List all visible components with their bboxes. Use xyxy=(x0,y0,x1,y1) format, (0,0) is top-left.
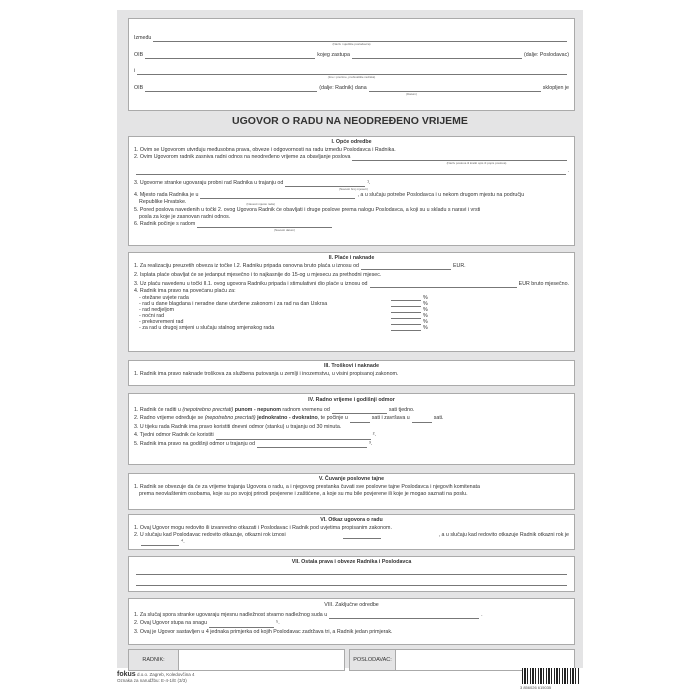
option: jednokratno - dvokratno xyxy=(257,415,318,421)
effective-date-field[interactable] xyxy=(209,622,274,628)
representative-field[interactable] xyxy=(352,53,522,59)
document-title: UGOVOR O RADU NA NEODREĐENO VRIJEME xyxy=(232,115,468,127)
label: RADNIK: xyxy=(129,650,179,670)
percent-sign: % xyxy=(423,301,428,307)
clause: 3. U tijeku rada Radnik ima pravo koristiti dnevni odmor (stanku) u trajanju od 30 minuta. xyxy=(134,423,342,430)
section-5 xyxy=(128,473,575,510)
clause: , te počinje u xyxy=(317,415,348,421)
footnote: ². xyxy=(372,432,376,438)
section-1: I. Opće odredbe 1. Ovim se Ugovorom utvrđuju međusobna prava, obveze i odgovornosti na radu između Poslodavca i Radnika. 2. Ovim Ugovorom radnik zasniva radni odnos na neodređeno vrijeme za obavljanje poslova (Naziv poslova ili kratki opis ili popis poslova) . 3. Ugovorne stranke ugovaraju probni rad Radnika u trajanju od ¹. (Navesti broj mjeseci) 4. Mjesto rada Radnika je u , a u slučaju potrebe Poslodavca i u nekom drugom mjestu na području Republike Hrvatske. (Navesti mjesto rada) 5. Pored poslova navedenih u točki 2. ovog Ugovora Radnik će obavljati i druge poslove prema nalogu Poslodavca, a koji su u skladu s naravi i vrsti posla za koje je zasnovan radni odnos. 6. Radnik počinje s radom (Navesti datum) xyxy=(128,136,575,246)
clause: 3. Ovaj je Ugovor sastavljen u 4 jednaka primjerka od kojih Poslodavac zadržava tri, a Radnik jedan primjerak. xyxy=(134,628,393,635)
footnote: ¹. xyxy=(367,180,371,186)
employee-notice-field[interactable] xyxy=(141,540,179,546)
clause: 2. Ovim Ugovorom radnik zasniva radni odnos na neodređeno vrijeme za obavljanje poslova xyxy=(134,154,351,160)
start-hour-field[interactable] xyxy=(350,417,370,423)
item-label: - otežane uvjete rada xyxy=(139,295,189,301)
clause: 4. Mjesto rada Radnika je u xyxy=(134,192,199,198)
clause: radnom vremenu od xyxy=(282,406,330,413)
section-3 xyxy=(128,360,575,386)
clause: prema neovlaštenim osobama, koje su po svojoj prirodi povjerene i zaštićene, a koje su mu bile povjerene ili koje je mogao saznati na poslu. xyxy=(139,491,468,497)
clause: 2. U slučaju kad Poslodavac redovito otkazuje, otkazni rok iznosi xyxy=(134,532,286,538)
item-label: - prekovremeni rad xyxy=(139,319,184,325)
clause: posla za koje je zasnovan radni odnos. xyxy=(139,214,231,220)
employee-oib-field[interactable] xyxy=(145,86,317,92)
clause: 4. Radnik ima pravo na povećanu plaću za: xyxy=(134,288,236,294)
label: OIB xyxy=(134,52,144,58)
label: POSLODAVAC: xyxy=(350,650,396,670)
label: EUR. xyxy=(452,263,466,269)
percent-sign: % xyxy=(423,319,428,325)
footer xyxy=(117,672,194,684)
clause: 5. Radnik ima pravo na godišnji odmor u trajanju od xyxy=(134,440,256,447)
barcode-number: 3 856026 615035 xyxy=(520,685,552,690)
clause: 3. Ugovorne stranke ugovaraju probni rad Radnika u trajanju od xyxy=(134,180,284,186)
note: (nepotrebno precrtati) xyxy=(204,415,256,421)
caption: (Naziv poslova ili kratki opis ili popis poslova) xyxy=(446,161,507,165)
percent-sign: % xyxy=(423,313,428,319)
clause: 1. Radnik će raditi u xyxy=(134,406,181,413)
clause: 1. Ovaj Ugovor mogu redovito ili izvanredno otkazati i Poslodavac i Radnik pod uvjetima propisanim zakonom. xyxy=(134,525,392,531)
footnote: ⁵. xyxy=(276,620,280,626)
date-field[interactable] xyxy=(369,86,541,92)
court-field[interactable] xyxy=(329,613,479,619)
option: punom - nepunom xyxy=(234,406,281,413)
section-heading: III. Troškovi i naknade xyxy=(323,363,380,369)
clause: 2. Ovaj Ugovor stupa na snagu xyxy=(134,620,208,626)
job-field-2[interactable] xyxy=(136,169,566,175)
other-rights-line-2[interactable] xyxy=(136,580,567,586)
clause: 2. Radno vrijeme određuje se xyxy=(134,415,204,421)
employer-signature-field[interactable] xyxy=(396,650,574,670)
employer-notice-field[interactable] xyxy=(343,533,381,539)
caption: (Navesti broj mjeseci) xyxy=(339,187,368,191)
brand-logo: fokus xyxy=(117,671,136,678)
section-8: VIII. Zaključne odredbe 1. Za slučaj spora stranke ugovaraju mjesnu nadležnost stvarno nadležnog suda u . 2. Ovaj Ugovor stupa na snagu ⁵. 3. Ovaj je Ugovor sastavljen u 4 jednaka primjerka od kojih Poslodavac zadržava tri, a Radnik jedan primjerak. xyxy=(128,598,575,645)
clause: , a u slučaju potrebe Poslodavca i u nekom drugom mjestu na području xyxy=(357,192,525,198)
section-heading: V. Čuvanje poslovne tajne xyxy=(318,476,385,482)
bonus-field[interactable] xyxy=(370,282,517,288)
clause: , a u slučaju kad redovito otkazuje Radnik otkazni rok je xyxy=(438,532,569,538)
clause: 6. Radnik počinje s radom xyxy=(134,221,196,227)
caption: (Naziv i sjedište poslodavca) xyxy=(332,42,371,46)
section-heading: IV. Radno vrijeme i godišnji odmor xyxy=(308,397,395,403)
label: (dalje: Poslodavac) xyxy=(523,52,570,58)
form-page xyxy=(117,10,583,668)
footnote: ³. xyxy=(369,440,373,447)
barcode xyxy=(522,668,580,684)
clause: 1. Ovim se Ugovorom utvrđuju međusobna prava, obveze i odgovornosti na radu između Poslodavca i Radnika. xyxy=(134,147,396,153)
section-2 xyxy=(128,252,575,352)
employee-signature xyxy=(128,649,345,671)
item-label: - rad u dane blagdana i neradne dane utvrđene zakonom i za rad na dan Uskrsa xyxy=(139,301,328,307)
start-date-field[interactable] xyxy=(197,222,332,228)
clause: 5. Pored poslova navedenih u točki 2. ovog Ugovora Radnik će obavljati i druge poslove prema nalogu Poslodavca, a koji su u skladu s naravi i vrsti xyxy=(134,207,481,213)
section-6 xyxy=(128,514,575,550)
label: OIB xyxy=(134,85,144,91)
percent-sign: % xyxy=(423,295,428,301)
clause: 2. Isplata plaće obavljat će se jedanput mjesečno i to najkasnije do 15-og u mjesecu za prethodni mjesec. xyxy=(134,272,382,278)
percent-sign: % xyxy=(423,325,428,331)
percent-field[interactable] xyxy=(391,325,421,331)
workplace-field[interactable] xyxy=(200,193,355,199)
clause: 1. Za slučaj spora stranke ugovaraju mjesnu nadležnost stvarno nadležnog suda u xyxy=(134,611,328,618)
label: sklopljen je xyxy=(542,85,569,91)
caption: (Navesti mjesto rada) xyxy=(246,202,275,206)
label: EUR bruto mjesečno. xyxy=(518,281,569,287)
label: sati. xyxy=(433,415,444,421)
section-7 xyxy=(128,556,575,592)
caption: (Navesti datum) xyxy=(274,228,296,232)
label: kojeg zastupa xyxy=(317,52,350,58)
clause: Republike Hrvatske. xyxy=(139,199,187,205)
end-hour-field[interactable] xyxy=(412,417,432,423)
item-label: - za rad u drugoj smjeni u slučaju stalnog smjenskog rada xyxy=(139,325,275,331)
section-4 xyxy=(128,393,575,465)
salary-field[interactable] xyxy=(361,264,451,270)
annual-leave-field[interactable] xyxy=(257,442,367,448)
clause: 1. Radnik se obvezuje da će za vrijeme trajanja Ugovora o radu, a i njegovog prestanka čuvati sve poslovne tajne Poslodavca i njegovih komitenata xyxy=(134,484,480,490)
clause: 4. Tjedni odmor Radnik će koristiti xyxy=(134,432,214,438)
percent-sign: % xyxy=(423,307,428,313)
parties-box xyxy=(128,18,575,111)
section-heading: VI. Otkaz ugovora o radu xyxy=(320,517,383,523)
caption: (Datum) xyxy=(406,92,417,96)
label: (dalje: Radnik) dana xyxy=(319,85,367,91)
label: Između xyxy=(134,35,152,41)
note: (nepotrebno precrtati) xyxy=(182,406,234,413)
item-label: - noćni rad xyxy=(139,313,165,319)
section-heading: II. Plaće i naknade xyxy=(328,255,375,261)
address: d.o.o. Zagreb, Koledovčina 4 xyxy=(136,672,195,677)
clause: 1. Za realizaciju preuzetih obveza iz točke I.2. Radniku pripada osnovna bruto plaća u iznosu od xyxy=(134,263,359,269)
section-heading: I. Opće odredbe xyxy=(331,139,372,145)
clause: 1. Radnik ima pravo naknade troškova za službena putovanja u zemlji i inozemstvu, u visini propisanoj zakonom. xyxy=(134,371,399,377)
item-label: - rad nedjeljom xyxy=(139,307,175,313)
label: i xyxy=(134,68,136,74)
section-heading: VII. Ostala prava i obveze Radnika i Poslodavca xyxy=(291,559,412,565)
footnote: ⁴. xyxy=(181,539,185,545)
section-heading: VIII. Zaključne odredbe xyxy=(324,602,379,608)
other-rights-line-1[interactable] xyxy=(136,569,567,575)
pay-increase-item xyxy=(134,325,569,331)
employee-signature-field[interactable] xyxy=(179,650,344,670)
label: sati tjedno. xyxy=(388,406,415,413)
clause: sati i završava u xyxy=(371,415,410,421)
employer-oib-field[interactable] xyxy=(145,53,315,59)
caption: (Ime i prezime, prebivalište radnika) xyxy=(327,75,376,79)
order-code: Oznaka za narudžbu: E-4-1/E (3/3) xyxy=(117,678,187,683)
clause: 3. Uz plaću navedenu u točki II.1. ovog ugovora Radniku pripada i stimulativni dio plaće u iznosu od xyxy=(134,281,368,287)
